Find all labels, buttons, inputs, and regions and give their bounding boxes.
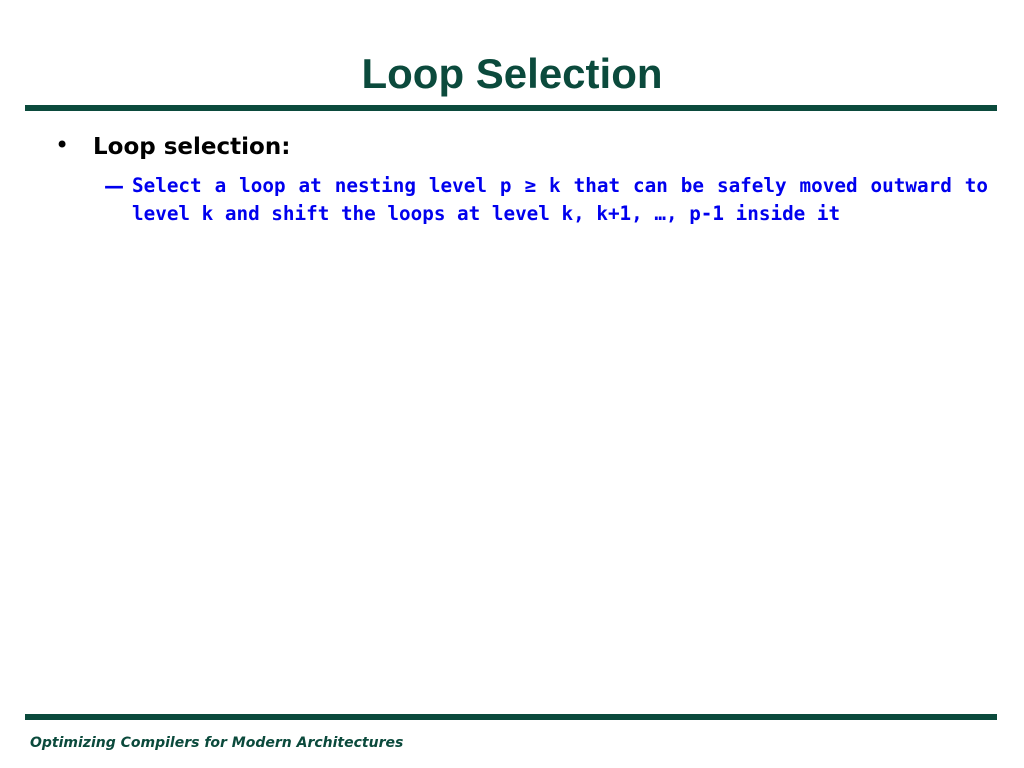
footer-text: Optimizing Compilers for Modern Architectures: [30, 735, 404, 751]
sub-bullet-text: Select a loop at nesting level p ≥ k that can be safely moved outward to level k and shift the loops at level k, k+1, …, p-1 inside it: [132, 174, 988, 225]
sub-bullet-item: [104, 172, 988, 227]
footer-divider: [25, 714, 997, 720]
sub-bullet-marker: —: [104, 174, 124, 198]
bullet-marker: •: [55, 131, 70, 159]
slide-title: Loop Selection: [361, 50, 663, 97]
bullet-text: Loop selection:: [93, 134, 291, 160]
title-divider: [25, 105, 997, 111]
bullet-item: [55, 131, 995, 163]
